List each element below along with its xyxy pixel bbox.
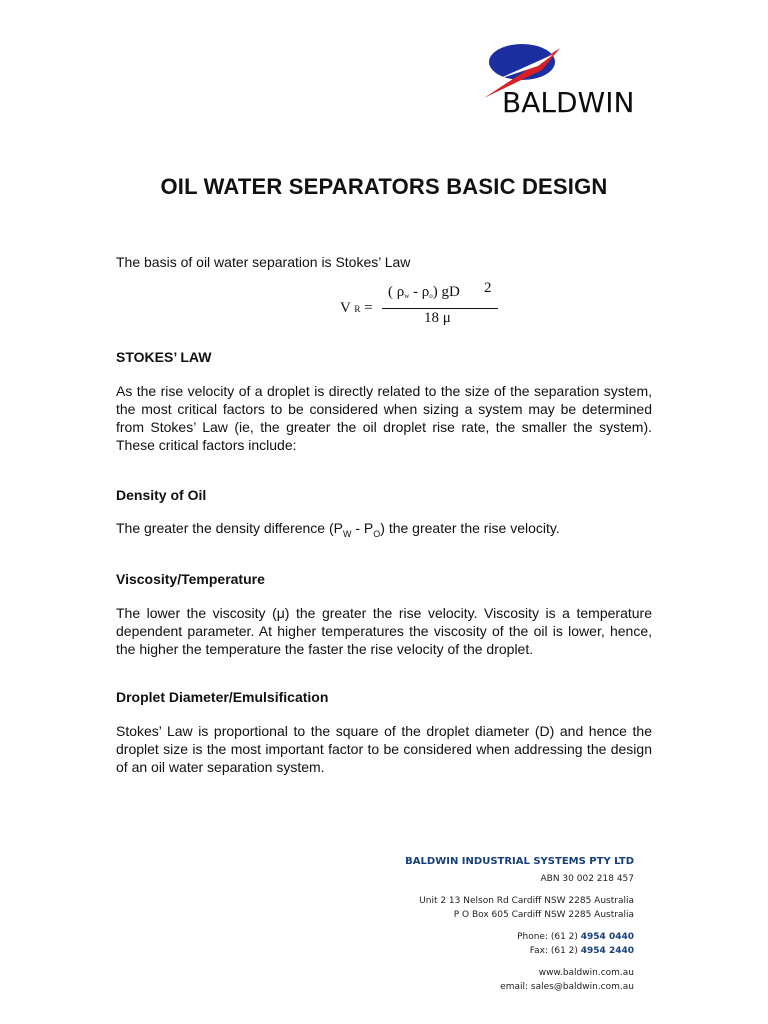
document-title: OIL WATER SEPARATORS BASIC DESIGN	[160, 174, 608, 199]
formula-denominator: 18 μ	[424, 310, 451, 326]
logo-wordmark: BALDWIN	[502, 86, 635, 119]
density-heading: Density of Oil	[116, 487, 207, 503]
formula-numerator: ( $\rho_w - \rho_o$) gD	[388, 284, 460, 300]
footer-fax: Fax: (61 2) 4954 2440	[529, 946, 634, 956]
droplet-paragraph: Stokes’ Law is proportional to the square of the droplet diameter (D) and hence the droplet size is the most important factor to be considered when addressing the design of an oil water separation system.	[116, 723, 652, 775]
intro-paragraph: The basis of oil water separation is Stokes’ Law	[116, 254, 411, 270]
density-paragraph: The greater the density difference $(P_W - P_O)$ the greater the rise velocity.	[116, 520, 560, 539]
formula-fraction-bar	[382, 308, 498, 309]
footer-company: BALDWIN INDUSTRIAL SYSTEMS PTY LTD	[405, 856, 634, 867]
baldwin-logo	[482, 40, 660, 128]
footer-abn: ABN 30 002 218 457	[540, 874, 634, 884]
footer-email-link[interactable]: email: sales@baldwin.com.au	[500, 982, 634, 992]
footer-phone: Phone: (61 2) 4954 0440	[517, 932, 634, 942]
viscosity-heading: Viscosity/Temperature	[116, 571, 265, 587]
stokes-paragraph: As the rise velocity of a droplet is directly related to the size of the separation system, the most critical factors to be considered when sizing a system may be determined from Stokes’ Law (ie, the greater the oil droplet rise rate, the smaller the system). These critical factors include:	[116, 383, 652, 453]
droplet-heading: Droplet Diameter/Emulsification	[116, 689, 329, 705]
footer-website-link[interactable]: www.baldwin.com.au	[538, 968, 634, 978]
footer-address1: Unit 2 13 Nelson Rd Cardiff NSW 2285 Australia	[419, 896, 634, 906]
stokes-formula	[340, 280, 510, 332]
formula-lhs: V R =	[340, 300, 373, 316]
stokes-heading: STOKES’ LAW	[116, 349, 212, 365]
footer-address2: P O Box 605 Cardiff NSW 2285 Australia	[453, 910, 634, 920]
formula-exponent: 2	[484, 280, 492, 296]
viscosity-paragraph: The lower the viscosity (μ) the greater the rise velocity. Viscosity is a temperature dependent parameter. At higher temperatures the viscosity of the oil is lower, hence, the higher the temperature the faster the rise velocity of the droplet.	[116, 605, 652, 657]
